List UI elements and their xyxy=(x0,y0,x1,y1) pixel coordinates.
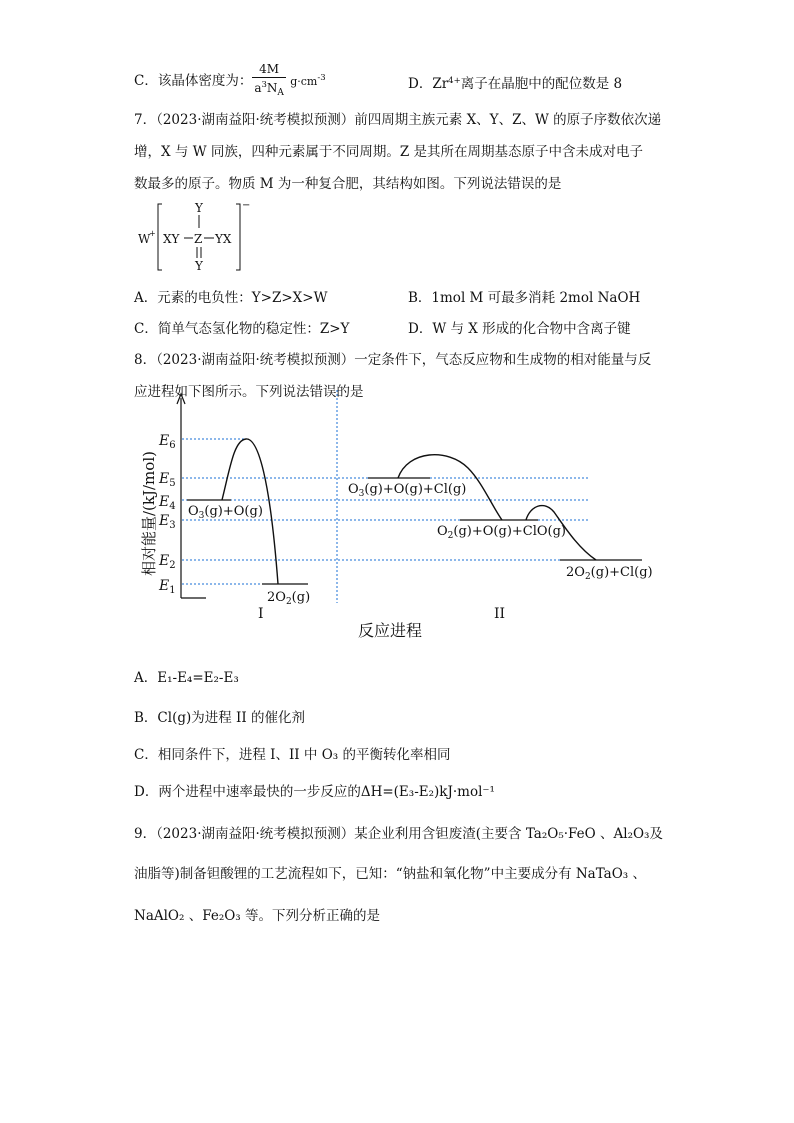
structure-cation: W xyxy=(138,232,151,246)
q9-stem-line3: NaAlO₂ 、Fe₂O₃ 等。下列分析正确的是 xyxy=(134,908,380,924)
tick-e4: $E_4$ xyxy=(159,494,176,512)
energy-profile-figure xyxy=(130,388,670,648)
q7-stem-line2: 增，X 与 W 同族，四种元素属于不同周期。Z 是其所在周期基态原子中含未成对电子 xyxy=(134,144,644,160)
tick-labels xyxy=(158,433,176,596)
structure-top-atom: Y xyxy=(195,201,203,215)
q9-stem-line1: 9．（2023·湖南益阳·统考模拟预测）某企业利用含钽废渣(主要含 Ta₂O₅·FeO 、Al₂O₃及 xyxy=(134,826,663,842)
x-axis-label: 反应进程 xyxy=(358,621,423,640)
q8-option-c: C．相同条件下，进程 I、II 中 O₃ 的平衡转化率相同 xyxy=(134,747,451,763)
q7-stem-line3: 数最多的原子。物质 M 为一种复合肥，其结构如图。下列说法错误的是 xyxy=(134,176,562,192)
structure-left-bracket xyxy=(158,204,162,270)
q7-option-d: D．W 与 X 形成的化合物中含离子键 xyxy=(408,321,631,337)
q7-option-b: B．1mol M 可最多消耗 2mol NaOH xyxy=(408,290,641,306)
tick-e1: $E_1$ xyxy=(159,578,176,596)
structure-left-group: XY xyxy=(163,232,180,246)
q6-option-c-prefix: C．该晶体密度为： xyxy=(134,73,253,89)
q7-option-a: A．元素的电负性：Y>Z>X>W xyxy=(134,290,328,306)
region-label-i: I xyxy=(258,606,264,622)
q7-structure-diagram xyxy=(134,198,264,274)
density-denominator: $a^3N_A$ xyxy=(254,80,284,98)
label-o3o: $O_3(g)+O(g)$ xyxy=(188,504,263,521)
q8-option-d: D．两个进程中速率最快的一步反应的ΔH=(E₃-E₂)kJ·mol⁻¹ xyxy=(134,784,495,800)
structure-center-atom: Z xyxy=(194,232,203,246)
density-numerator: 4M xyxy=(252,62,286,78)
q7-stem-line1: 7．（2023·湖南益阳·统考模拟预测）前四周期主族元素 X、Y、Z、W 的原子序数依次递 xyxy=(134,112,662,128)
q8-option-b: B．Cl(g)为进程 II 的催化剂 xyxy=(134,710,305,726)
q8-stem-line1: 8．（2023·湖南益阳·统考模拟预测）一定条件下，气态反应物和生成物的相对能量与反 xyxy=(134,352,652,368)
structure-right-bracket xyxy=(236,204,240,270)
structure-cation-charge: + xyxy=(149,229,156,238)
structure-right-group: YX xyxy=(215,232,232,246)
density-fraction xyxy=(252,62,286,101)
density-unit-exp: -3 xyxy=(317,73,326,83)
q8-stem-line2: 应进程如下图所示。下列说法错误的是 xyxy=(134,384,364,400)
tick-e5: $E_5$ xyxy=(159,471,176,489)
label-2o2: $2O_2(g)$ xyxy=(267,590,311,607)
label-o3ocl: $O_3(g)+O(g)+Cl(g)$ xyxy=(348,482,467,499)
tick-e3: $E_3$ xyxy=(159,513,176,531)
structure-anion-charge: − xyxy=(242,200,251,211)
tick-e6: $E_6$ xyxy=(159,433,176,451)
label-2o2cl: $2O_2(g)+Cl(g)$ xyxy=(566,565,653,582)
y-axis-label: 相对能量/(kJ/mol) xyxy=(140,451,158,576)
q8-option-a: A．E₁-E₄=E₂-E₃ xyxy=(134,670,239,686)
region-label-ii: II xyxy=(494,606,506,622)
q9-stem-line2: 油脂等)制备钽酸锂的工艺流程如下，已知：“钠盐和氧化物”中主要成分有 NaTaO₃ 、 xyxy=(134,866,646,882)
q6-option-c xyxy=(134,62,326,101)
label-o2oclo: $O_2(g)+O(g)+ClO(g)$ xyxy=(437,524,567,541)
structure-bottom-atom: Y xyxy=(195,259,203,273)
density-unit: g·cm xyxy=(290,75,318,88)
q6-option-d: D．$Zr^{4+}$离子在晶胞中的配位数是 8 xyxy=(408,76,623,92)
q7-option-c: C．简单气态氢化物的稳定性：Z>Y xyxy=(134,321,350,337)
tick-e2: $E_2$ xyxy=(159,553,176,571)
